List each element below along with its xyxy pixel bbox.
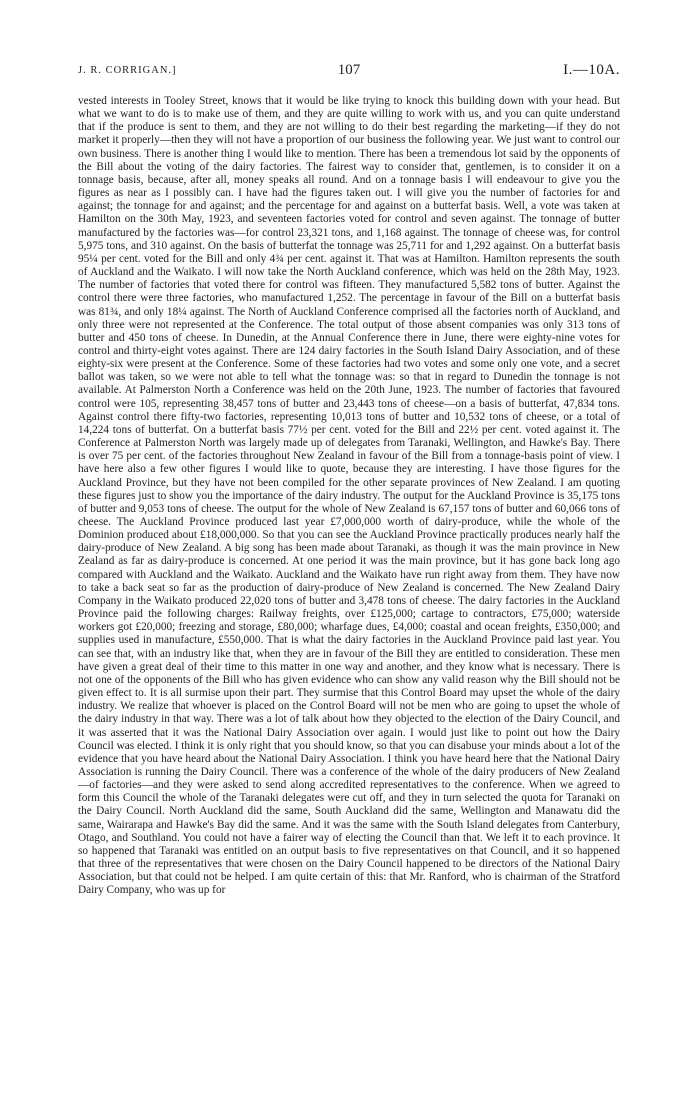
paper-reference: I.—10A.: [563, 62, 620, 78]
page-number: 107: [337, 62, 361, 78]
body-paragraph: vested interests in Tooley Street, knows that it would be like trying to knock this building down with your head. But what we want to do is to make use of them, and they are quite willing to work with us, and you can quite understand that if the produce is sent to them, and they are not willing to do their best regarding the marketing—if they do not market it properly—then they will not have a proportion of our business the following year. We just want to control our own business. There is another thing I would like to mention. There has been a tremendous lot said by the opponents of the Bill about the voting of the dairy factories. The fairest way to consider that, gentlemen, is to consider it on a tonnage basis, because, after all, money speaks all round. And on a tonnage basis I will endeavour to give you the figures as near as I possibly can. I have had the figures taken out. I will give you the number of factories for and against; the tonnage for and against; and the percentage for and against on a butterfat basis. Well, a vote was taken at Hamilton on the 30th May, 1923, and seventeen factories voted for control and seven against. The tonnage of butter manufactured by the factories was—for control 23,321 tons, and 1,168 against. The tonnage of cheese was, for control 5,975 tons, and 310 against. On the basis of butterfat the tonnage was 25,711 for and 1,292 against. On a butterfat basis 95¼ per cent. voted for the Bill and only 4¾ per cent. against it. That was at Hamilton. Hamilton represents the south of Auckland and the Waikato. I will now take the North Auckland conference, which was held on the 28th May, 1923. The number of factories that voted there for control was fifteen. They manufactured 5,582 tons of butter. Against the control there were three factories, who manufactured 1,252. The percentage in favour of the Bill on a butterfat basis was 81¾, and only 18¼ against. The North of Auckland Conference comprised all the factories north of Auckland, and only three were not represented at the Conference. The total output of those absent companies was only 313 tons of butter and 450 tons of cheese. In Dunedin, at the Annual Conference there in June, there were eighty-nine votes for control and thirty-eight votes against. There are 124 dairy factories in the South Island Dairy Association, and of these eighty-six were present at the Conference. Some of these factories had two votes and some only one vote, and a secret ballot was taken, so we were not able to tell what the tonnage was: so that in regard to Dunedin the tonnage is not available. At Palmerston North a Conference was held on the 20th June, 1923. The number of factories that favoured control were 105, representing 38,457 tons of butter and 23,443 tons of cheese—on a basis of butterfat, 47,834 tons. Against control there fifty-two factories, representing 10,013 tons of butter and 10,532 tons of cheese, or a total of 14,224 tons of butterfat. On a butterfat basis 77½ per cent. voted for the Bill and 22½ per cent. voted against it. The Conference at Palmerston North was largely made up of delegates from Taranaki, Wellington, and Hawke's Bay. There is over 75 per cent. of the factories throughout New Zealand in favour of the Bill from a tonnage-basis point of view. I have here also a few other figures I would like to quote, because they are interesting. I have those figures for the Auckland Province, but they have not been compiled for the other separate provinces of New Zealand. I am quoting these figures just to show you the importance of the dairy industry. The output for the Auckland Province is 35,175 tons of butter and 9,053 tons of cheese. The output for the whole of New Zealand is 67,157 tons of butter and 60,066 tons of cheese. The Auckland Province produced last year £7,000,000 worth of dairy-produce, while the whole of the Dominion produced about £18,000,000. So that you can see the Auckland Province practically produces nearly half the dairy-produce of New Zealand. A big song has been made about Taranaki, as though it was the main province in New Zealand as far as dairy-produce is concerned. At one period it was the main province, but it has gone back long ago compared with Auckland and the Waikato. Auckland and the Waikato have run right away from them. They have now to take a back seat so far as the production of dairy-produce of New Zealand is concerned. The New Zealand Dairy Company in the Waikato produced 22,020 tons of butter and 3,478 tons of cheese. The dairy factories in the Auckland Province paid the following charges: Railway freights, over £125,000; cartage to contractors, £75,000; waterside workers got £20,000; freezing and storage, £80,000; wharfage dues, £4,000; coastal and ocean freights, £350,000; and supplies used in manufacture, £550,000. That is what the dairy factories in the Auckland Province paid last year. You can see that, with an industry like that, when they are in favour of the Bill they are entitled to consideration. These men have given a great deal of their time to this matter in one way and another, and they know what is necessary. There is not one of the opponents of the Bill who has given evidence who can show any valid reason why the Bill should not be given effect to. It is all surmise upon their part. They surmise that this Control Board may upset the whole of the dairy industry. We realize that whoever is placed on the Control Board will not be men who are going to upset the whole of the dairy industry in that way. There was a lot of talk about how they objected to the election of the Dairy Council, and it was asserted that it was the National Dairy Association over again. I would just like to point out how the Dairy Council was elected. I think it is only right that you should know, so that you can disabuse your minds about a lot of the evidence that you have heard about the National Dairy Association. I think you have heard here that the National Dairy Association is running the Dairy Council. There was a conference of the whole of the dairy producers of New Zealand—of factories—and they were asked to send along accredited representatives to the conference. When we agreed to form this Council the whole of the Taranaki delegates were cut off, and they in turn selected the quota for Taranaki on the Dairy Council. North Auckland did the same, South Auckland did the same, Wellington and Manawatu did the same, Wairarapa and Hawke's Bay did the same. And it was the same with the South Island delegates from Canterbury, Otago, and Southland. You could not have a fairer way of electing the Council than that. We left it to each province. It so happened that Taranaki was entitled on an output basis to five representatives on that Council, and it so happened that three of the representatives that were chosen on the Dairy Council happened to be directors of the National Dairy Association, but that could not be helped. I am quite certain of this: that Mr. Ranford, who is chairman of the Stratford Dairy Company, who was up for: [78, 95, 620, 897]
header-speaker: J. R. CORRIGAN.]: [78, 65, 177, 76]
running-header: [78, 62, 620, 82]
